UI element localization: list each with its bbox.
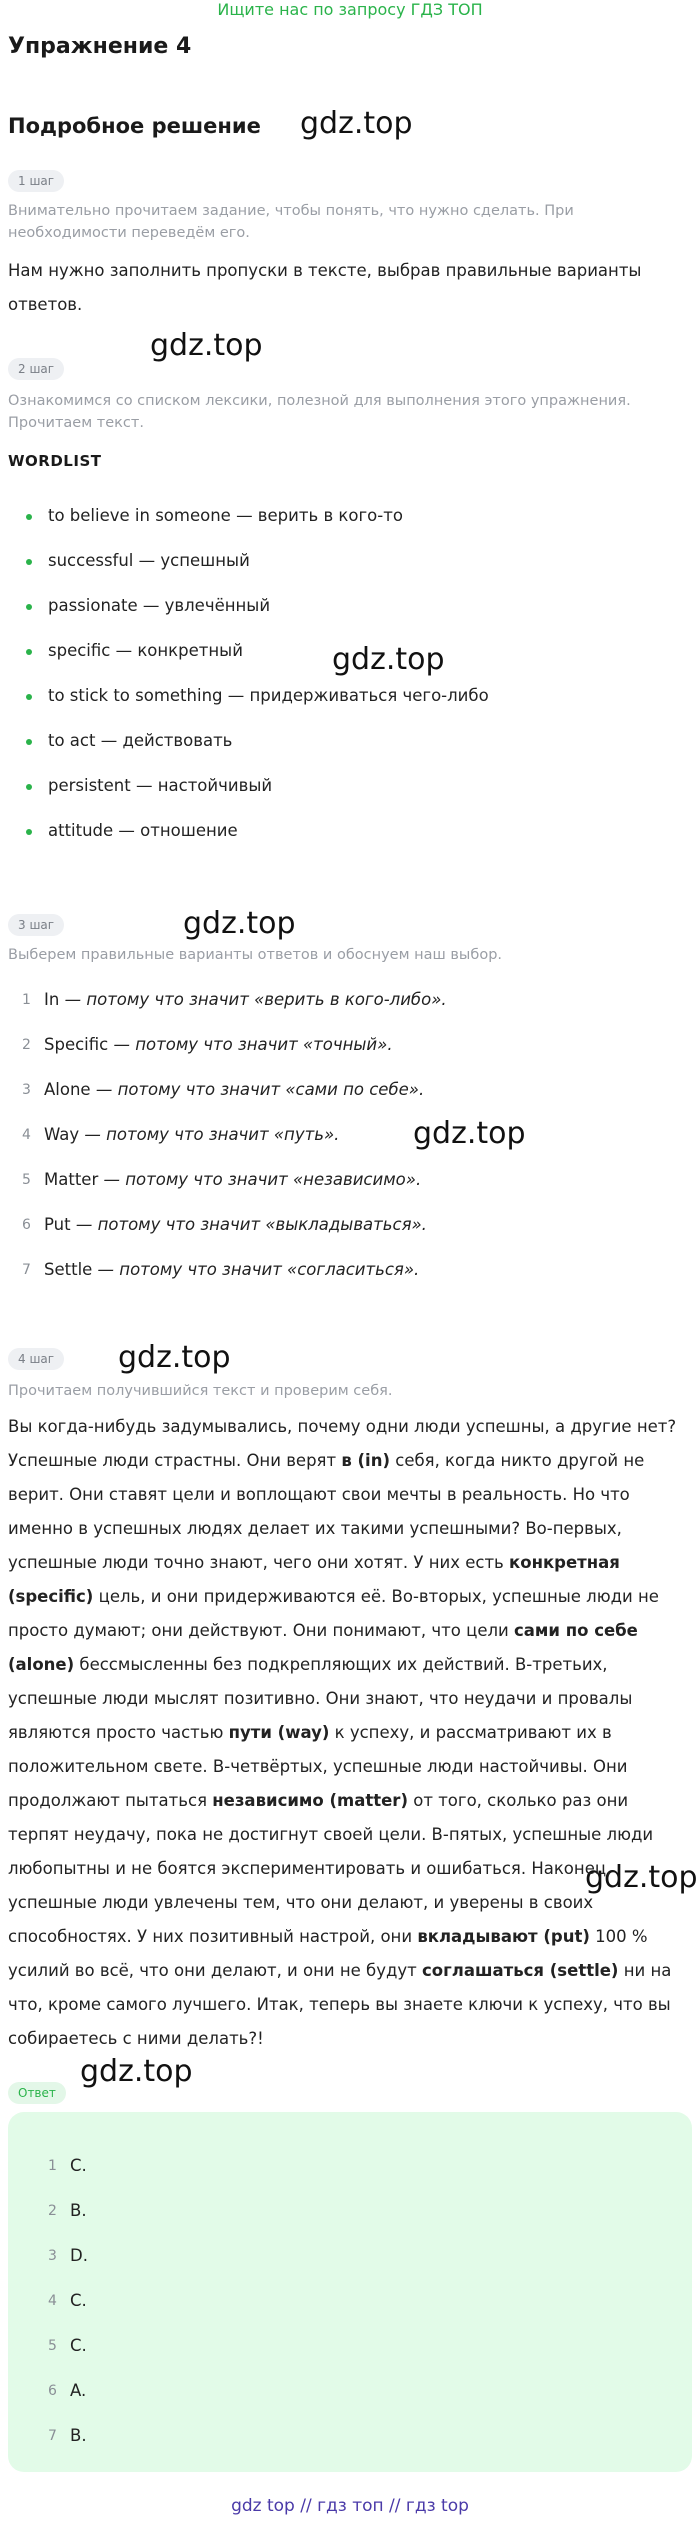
wordlist-item: specific — конкретный xyxy=(0,635,690,680)
page-title: Упражнение 4 xyxy=(8,34,192,59)
watermark: gdz.top xyxy=(118,1340,231,1375)
list-item: 2 Specific — потому что значит «точный». xyxy=(22,1035,393,1054)
wordlist-item: persistent — настойчивый xyxy=(0,770,690,815)
list-item: 4 Way — потому что значит «путь». xyxy=(22,1125,340,1144)
step-3-badge: 3 шаг xyxy=(8,914,64,936)
watermark: gdz.top xyxy=(150,328,263,363)
footer-links[interactable]: gdz top // гдз топ // гдз top xyxy=(231,2496,469,2516)
answer-item: 6 A. xyxy=(48,2381,87,2400)
watermark: gdz.top xyxy=(80,2054,193,2089)
section-title: Подробное решение xyxy=(8,114,261,138)
watermark: gdz.top xyxy=(300,106,413,141)
step-1-text: Нам нужно заполнить пропуски в тексте, выбрав правильные варианты ответов. xyxy=(8,261,642,314)
step-4-hint: Прочитаем получившийся текст и проверим себя. xyxy=(8,1383,393,1399)
bullet-icon xyxy=(26,649,32,655)
step-2-hint: Ознакомимся со списком лексики, полезной для выполнения этого упражнения. Прочитаем текст. xyxy=(8,393,631,431)
wordlist-item: successful — успешный xyxy=(0,545,690,590)
wordlist-item: attitude — отношение xyxy=(0,815,690,860)
wordlist-item: to stick to something — придерживаться чего-либо xyxy=(0,680,690,725)
top-banner: Ищите нас по запросу ГДЗ ТОП xyxy=(217,0,483,19)
bullet-icon xyxy=(26,604,32,610)
list-item: 6 Put — потому что значит «выкладываться». xyxy=(22,1215,427,1234)
wordlist-item: to believe in someone — верить в кого-то xyxy=(0,500,690,545)
bullet-icon xyxy=(26,694,32,700)
list-item: 7 Settle — потому что значит «согласиться». xyxy=(22,1260,420,1279)
answer-item: 4 C. xyxy=(48,2291,87,2310)
answer-badge: Ответ xyxy=(8,2082,66,2104)
wordlist-item: passionate — увлечённый xyxy=(0,590,690,635)
watermark: gdz.top xyxy=(585,1860,698,1895)
list-item: 3 Alone — потому что значит «сами по себе». xyxy=(22,1080,425,1099)
bullet-icon xyxy=(26,559,32,565)
step-4-badge: 4 шаг xyxy=(8,1348,64,1370)
bullet-icon xyxy=(26,514,32,520)
watermark: gdz.top xyxy=(332,642,445,677)
watermark: gdz.top xyxy=(413,1116,526,1151)
step-4-text: Вы когда-нибудь задумывались, почему одни люди успешны, а другие нет? Успешные люди страстны. Они верят в (in) себя, когда никто другой не верит. Они ставят цели и воплощают свои мечты в реальность. Но что именно в успешных людях делает их такими успешными? Во-первых, успешные люди точно знают, чего они хотят. У них есть конкретная (specific) цель, и они придерживаются её. Во-вторых, успешные люди не просто думают; они действуют. Они понимают, что цели сами по себе (alone) бессмысленны без подкрепляющих их действий. В-третьих, успешные люди мыслят позитивно. Они знают, что неудачи и провалы являются просто частью пути (way) к успеху, и рассматривают их в положительном свете. В-четвёртых, успешные люди настойчивы. Они продолжают пытаться независимо (matter) от того, сколько раз они терпят неудачу, пока не достигнут своей цели. В-пятых, успешные люди любопытны и не боятся экспериментировать и ошибаться. Наконец, успешные люди увлечены тем, что они делают, и уверены в своих способностях. У них позитивный настрой, они вкладывают (put) 100 % усилий во всё, что они делают, и они не будут соглашаться (settle) ни на что, кроме самого лучшего. Итак, теперь вы знаете ключи к успеху, что вы собираетесь с ними делать?! xyxy=(8,1417,677,2048)
answer-item: 2 B. xyxy=(48,2201,87,2220)
step-1-badge: 1 шаг xyxy=(8,170,64,192)
answer-item: 3 D. xyxy=(48,2246,88,2265)
list-item: 1 In — потому что значит «верить в кого-либо». xyxy=(22,990,447,1009)
answer-list xyxy=(0,2150,690,2465)
wordlist-item: to act — действовать xyxy=(0,725,690,770)
watermark: gdz.top xyxy=(183,906,296,941)
list-item: 5 Matter — потому что значит «независимо». xyxy=(22,1170,422,1189)
answer-item: 1 C. xyxy=(48,2156,87,2175)
step-3-hint: Выберем правильные варианты ответов и обоснуем наш выбор. xyxy=(8,947,503,963)
step-3-list xyxy=(0,984,690,1299)
step-2-badge: 2 шаг xyxy=(8,358,64,380)
wordlist-title: WORDLIST xyxy=(8,452,102,470)
bullet-icon xyxy=(26,784,32,790)
wordlist xyxy=(0,500,690,860)
answer-item: 7 B. xyxy=(48,2426,87,2445)
bullet-icon xyxy=(26,829,32,835)
answer-item: 5 C. xyxy=(48,2336,87,2355)
bullet-icon xyxy=(26,739,32,745)
step-1-hint: Внимательно прочитаем задание, чтобы понять, что нужно сделать. При необходимости переведём его. xyxy=(8,203,574,241)
